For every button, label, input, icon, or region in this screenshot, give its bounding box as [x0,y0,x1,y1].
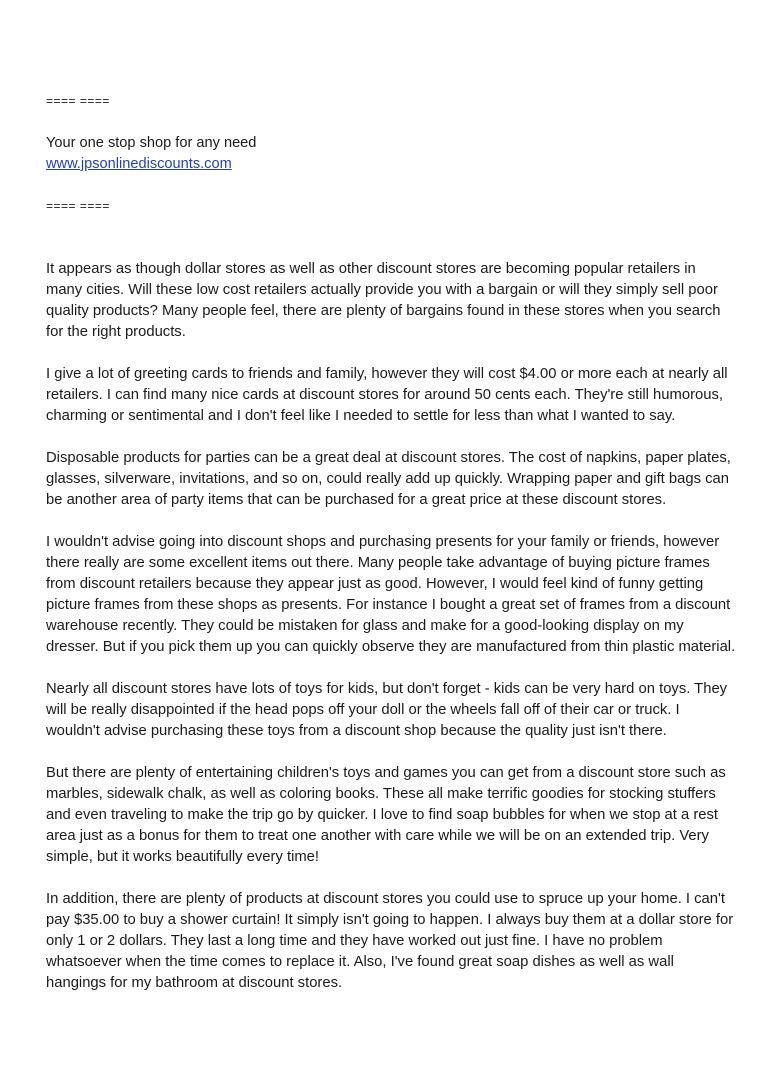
paragraph-4: I wouldn't advise going into discount shops and purchasing presents for your family or friends, however there really are some excellent items out there. Many people take advantage of buying picture frames from discount retailers because they appear just as good. However, I would feel kind of funny getting picture frames from these shops as presents. For instance I bought a great set of frames from a discount warehouse recently. They could be mistaken for glass and make for a good-looking display on my dresser. But if you pick them up you can quickly observe they are manufactured from thin plastic material. [46,534,736,655]
paragraph-3: Disposable products for parties can be a great deal at discount stores. The cost of napkins, paper plates, glasses, silverware, invitations, and so on, could really add up quickly. Wrapping paper and gift bags can be another area of party items that can be purchased for a great price at these discount stores. [46,450,731,508]
spacer [46,175,736,196]
tagline: Your one stop shop for any need [46,135,257,151]
paragraph-2: I give a lot of greeting cards to friends and family, however they will cost $4.00 or more each at nearly all retailers. I can find many nice cards at discount stores for around 50 cents each. They're still humorous, charming or sentimental and I don't feel like I needed to settle for less than what I wanted to say. [46,366,728,424]
document-page [46,91,736,1015]
paragraph-5: Nearly all discount stores have lots of toys for kids, but don't forget - kids can be very hard on toys. They will be really disappointed if the head pops off your doll or the wheels fall off of their car or truck. I wouldn't advise purchasing these toys from a discount shop because the quality just isn't there. [46,681,728,739]
separator-bottom: ==== ==== [46,199,110,213]
separator-top: ==== ==== [46,94,110,108]
article-body [46,259,736,994]
paragraph-6: But there are plenty of entertaining children's toys and games you can get from a discount store such as marbles, sidewalk chalk, as well as coloring books. These all make terrific goodies for stocking stuffers and even traveling to make the trip go by quicker. I love to find soap bubbles for when we stop at a rest area just as a bonus for them to treat one another with care while we will be on an extended trip. Very simple, but it works beautifully every time! [46,765,726,865]
spacer [46,217,736,259]
paragraph-1: It appears as though dollar stores as well as other discount stores are becoming popular retailers in many cities. Will these low cost retailers actually provide you with a bargain or will they simply sell poor quality products? Many people feel, there are plenty of bargains found in these stores when you search for the right products. [46,261,721,340]
paragraph-7: In addition, there are plenty of products at discount stores you could use to spruce up your home. I can't pay $35.00 to buy a shower curtain! It simply isn't going to happen. I always buy them at a dollar store for only 1 or 2 dollars. They last a long time and they have worked out just fine. I have no problem whatsoever when the time comes to replace it. Also, I've found great soap dishes as well as wall hangings for my bathroom at discount stores. [46,891,734,991]
website-link[interactable]: www.jpsonlinediscounts.com [46,156,232,172]
spacer [46,112,736,133]
